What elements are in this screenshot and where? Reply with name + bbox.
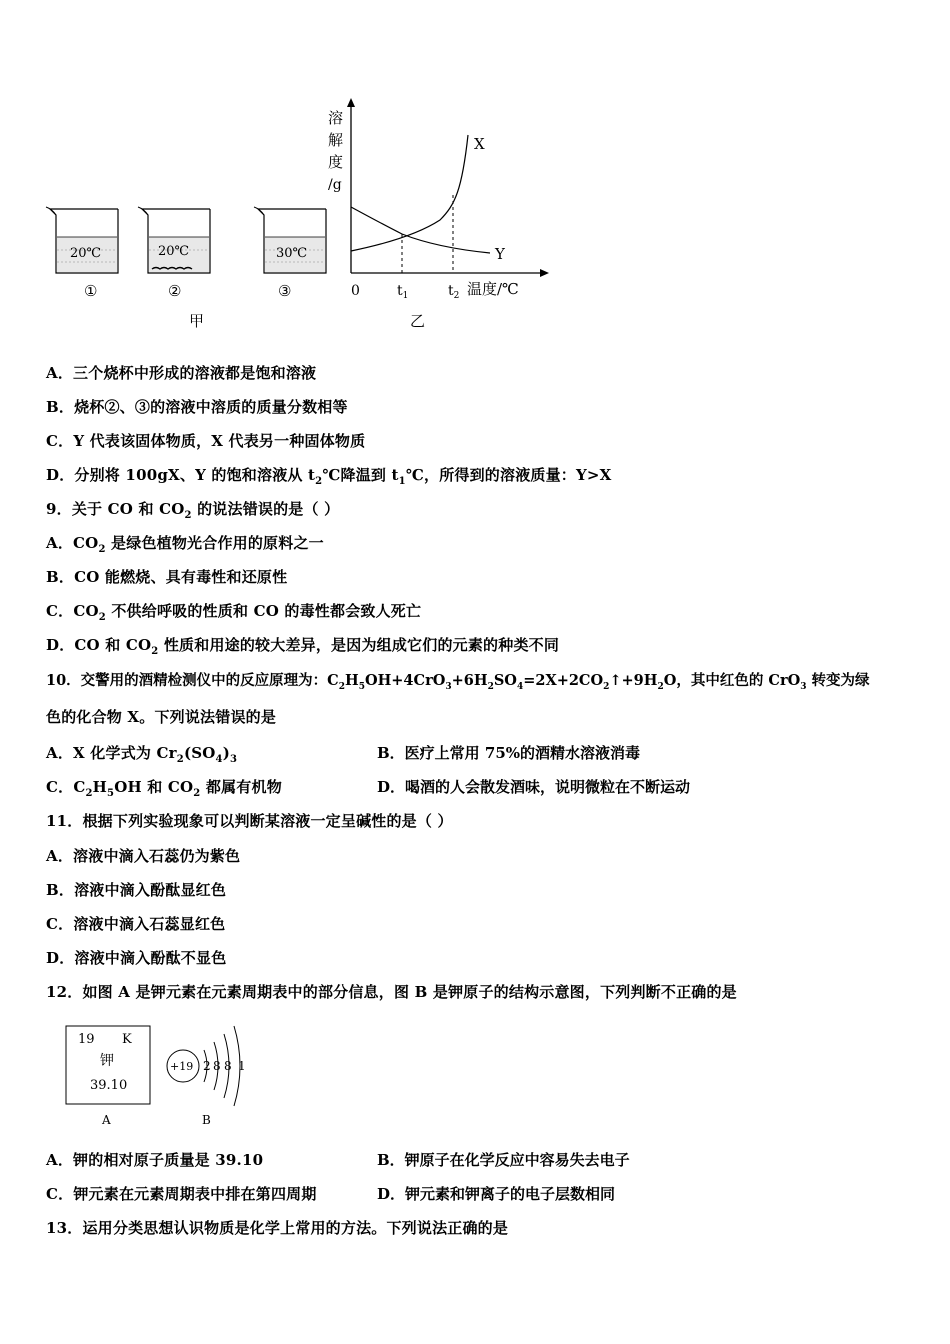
- figure-right-caption: 乙: [410, 312, 426, 330]
- q10-option-b: B．医疗上常用 75%的酒精水溶液消毒: [377, 744, 641, 762]
- shell-1-count: 2: [203, 1059, 211, 1073]
- element-symbol: K: [122, 1032, 132, 1047]
- y-label-char-2: 解: [328, 131, 344, 149]
- beaker-1: [46, 207, 118, 273]
- x-axis-arrow: [540, 269, 549, 277]
- shell-3-count: 8: [224, 1059, 232, 1073]
- y-axis-arrow: [347, 98, 355, 107]
- beaker-2: [138, 207, 210, 273]
- q12-stem: 12．如图 A 是钾元素在元素周期表中的部分信息，图 B 是钾原子的结构示意图，下列判断不正确的是: [46, 983, 737, 1001]
- q8-option-c: C．Y 代表该固体物质，X 代表另一种固体物质: [46, 432, 366, 450]
- series-x-curve: [351, 135, 468, 251]
- q8-option-a: A．三个烧杯中形成的溶液都是饱和溶液: [46, 364, 317, 382]
- y-label-char-1: 溶: [328, 109, 344, 127]
- beaker-1-label: ①: [84, 282, 98, 300]
- t2-tick-label: $t_2$: [448, 283, 460, 301]
- solubility-chart: [320, 95, 560, 305]
- shell-2-count: 8: [213, 1059, 221, 1073]
- beaker-2-temp: 20℃: [158, 244, 190, 259]
- beaker-3-temp: 30℃: [276, 246, 308, 261]
- nucleus-charge: +19: [170, 1060, 194, 1073]
- figure-left-caption: 甲: [189, 312, 205, 330]
- y-label-char-4: /g: [328, 177, 342, 193]
- y-label-char-3: 度: [328, 153, 344, 171]
- beaker-1-temp: 20℃: [70, 246, 102, 261]
- beakers-figure: [40, 195, 340, 310]
- figure-a-caption: A: [102, 1113, 111, 1127]
- origin-label: 0: [351, 283, 360, 299]
- x-axis-label: 温度/℃: [467, 280, 519, 298]
- q11-option-b: B．溶液中滴入酚酞显红色: [46, 881, 227, 899]
- series-x-label: X: [474, 135, 485, 153]
- potassium-element-card: [60, 1020, 160, 1132]
- beaker-3: [254, 207, 326, 273]
- potassium-atom-diagram: [160, 1020, 260, 1132]
- element-name: 钾: [100, 1053, 114, 1069]
- series-y-label: Y: [495, 245, 505, 263]
- q13-stem: 13．运用分类思想认识物质是化学上常用的方法。下列说法正确的是: [46, 1219, 509, 1237]
- beaker-3-label: ③: [278, 282, 292, 300]
- q11-stem: 11．根据下列实验现象可以判断某溶液一定呈碱性的是（ ）: [46, 812, 453, 830]
- q10-stem-line1: 10．交警用的酒精检测仪中的反应原理为：$C_2H_5OH+4CrO_3+6H_2SO_4=2X+2CO_2↑+9H_2O$，其中红色的 CrO$_3$ 转变为绿: [46, 672, 870, 692]
- q9-option-b: B．CO 能燃烧、具有毒性和还原性: [46, 568, 288, 586]
- element-number: 19: [78, 1032, 95, 1047]
- shell-4-count: 1: [238, 1059, 246, 1073]
- q12-option-c: C．钾元素在元素周期表中排在第四周期: [46, 1185, 317, 1203]
- q10-option-d: D．喝酒的人会散发酒味，说明微粒在不断运动: [377, 778, 691, 796]
- q9-option-c: C．$CO_2$ 不供给呼吸的性质和 CO 的毒性都会致人死亡: [46, 602, 422, 623]
- q10-option-c: C．$C_2H_5OH$ 和 $CO_2$ 都属有机物: [46, 778, 282, 799]
- q9-stem: 9．关于 CO 和 $CO_2$ 的说法错误的是（ ）: [46, 500, 340, 521]
- q12-option-d: D．钾元素和钾离子的电子层数相同: [377, 1185, 616, 1203]
- q11-option-d: D．溶液中滴入酚酞不显色: [46, 949, 227, 967]
- element-mass: 39.10: [90, 1078, 128, 1093]
- q11-option-c: C．溶液中滴入石蕊显红色: [46, 915, 226, 933]
- q10-option-a: A．X 化学式为 $Cr_2(SO_4)_3$: [46, 744, 238, 765]
- t1-tick-label: $t_1$: [397, 283, 409, 301]
- q9-option-a: A．$CO_2$ 是绿色植物光合作用的原料之一: [46, 534, 324, 555]
- q12-option-a: A．钾的相对原子质量是 39.10: [46, 1151, 264, 1169]
- figure-b-caption: B: [202, 1113, 211, 1127]
- q8-option-d: D．分别将 100gX、Y 的饱和溶液从 $t_2℃$降温到 $t_1℃$，所得到的溶液质量：Y>X: [46, 466, 612, 487]
- beaker-2-label: ②: [168, 282, 182, 300]
- q8-option-b: B．烧杯②、③的溶液中溶质的质量分数相等: [46, 398, 348, 416]
- q9-option-d: D．CO 和 $CO_2$ 性质和用途的较大差异，是因为组成它们的元素的种类不同: [46, 636, 560, 657]
- q11-option-a: A．溶液中滴入石蕊仍为紫色: [46, 847, 241, 865]
- q10-stem-line2: 色的化合物 X。下列说法错误的是: [46, 708, 277, 726]
- q12-option-b: B．钾原子在化学反应中容易失去电子: [377, 1151, 630, 1169]
